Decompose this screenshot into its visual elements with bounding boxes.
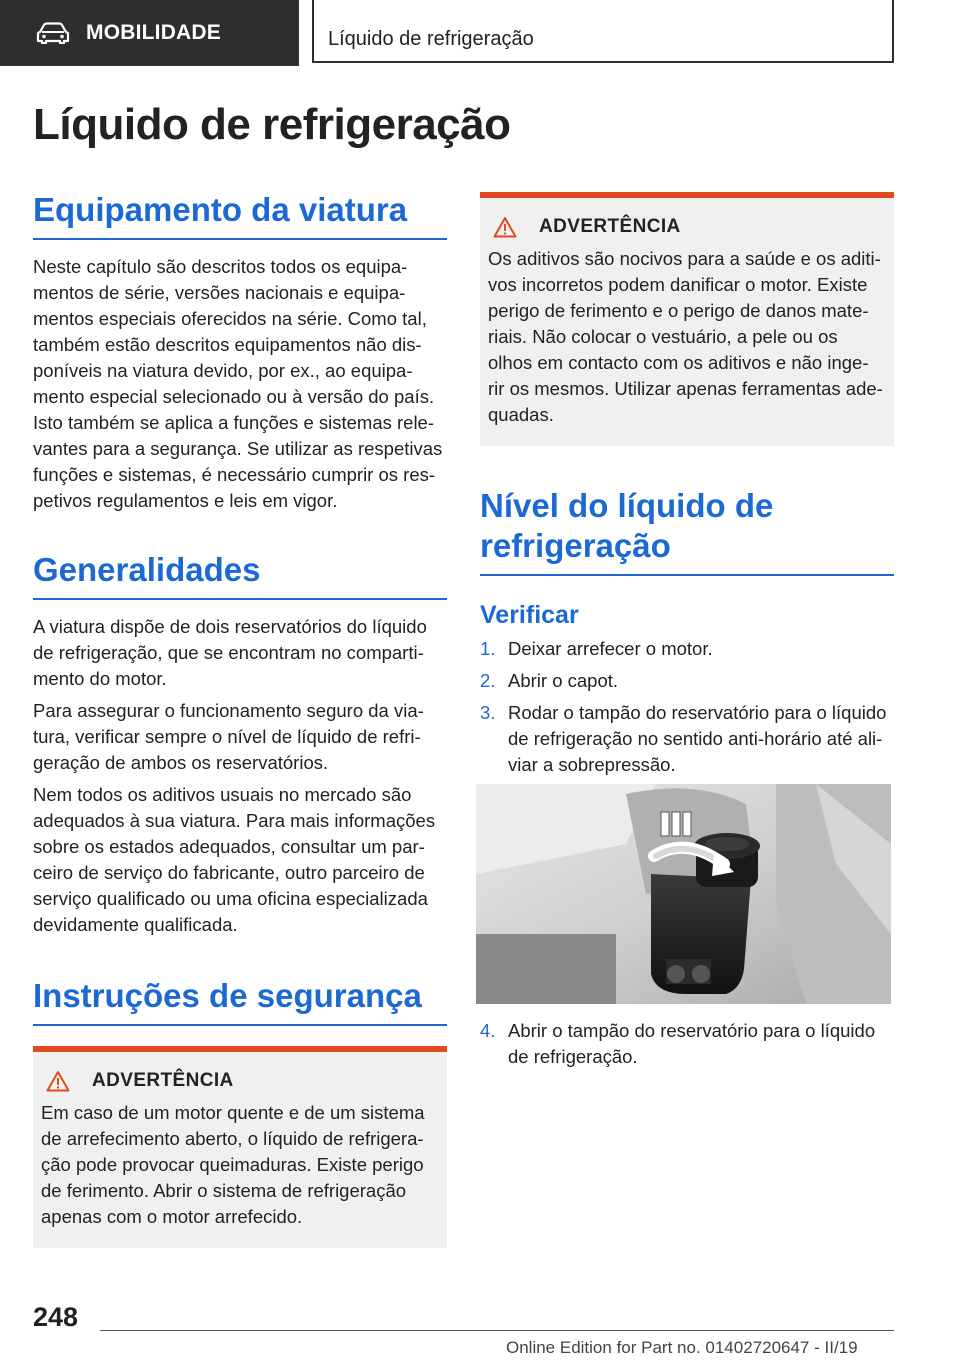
warning-box-burns <box>33 1046 447 1248</box>
text-line: devidamente qualificada. <box>33 914 238 935</box>
step-number: 3. <box>480 702 496 723</box>
warning-triangle-icon <box>493 216 517 238</box>
text-line: Neste capítulo são descritos todos os equipa- <box>33 256 408 277</box>
text-line: de arrefecimento aberto, o líquido de refrigera- <box>41 1128 424 1149</box>
text-line: funções e sistemas, é necessário cumprir os res- <box>33 464 436 485</box>
text-line: Os aditivos são nocivos para a saúde e os aditi- <box>488 248 881 269</box>
text-line: Para assegurar o funcionamento seguro da via- <box>33 700 424 721</box>
text-line: mentos especiais oferecidos na série. Como tal, <box>33 308 427 329</box>
warning-label: ADVERTÊNCIA <box>539 216 681 237</box>
text-line: Isto também se aplica a funções e sistemas rele- <box>33 412 435 433</box>
step-text <box>508 1018 894 1070</box>
section-tab <box>0 0 299 66</box>
header-title: Líquido de refrigeração <box>328 28 534 50</box>
text-line: mento do motor. <box>33 668 167 689</box>
page-header <box>0 0 960 66</box>
text-line: de refrigeração. <box>508 1046 638 1067</box>
text-line: de refrigeração no sentido anti-horário até ali- <box>508 728 883 749</box>
text-line: Em caso de um motor quente e de um sistema <box>41 1102 425 1123</box>
text-line: mento especial selecionado ou à versão do país. <box>33 386 435 407</box>
warning-triangle-icon <box>46 1070 70 1092</box>
general-paragraph-1 <box>33 614 447 692</box>
equipment-heading: Equipamento da viatura <box>33 190 447 240</box>
page-number: 248 <box>33 1302 79 1332</box>
text-line: A viatura dispõe de dois reservatórios do líquido <box>33 616 427 637</box>
text-line: petivos regulamentos e leis em vigor. <box>33 490 338 511</box>
text-line: sobre os estados adequados, consultar um par- <box>33 836 425 857</box>
coolant-level-heading <box>480 486 894 576</box>
text-line: serviço qualificado ou uma oficina especializada <box>33 888 428 909</box>
safety-heading: Instruções de segurança <box>33 976 447 1026</box>
edition-note: Online Edition for Part no. 01402720647 - II/19 <box>506 1338 858 1357</box>
heading-line: refrigeração <box>480 527 671 564</box>
step-text: Abrir o capot. <box>508 670 619 691</box>
step-number: 1. <box>480 638 496 659</box>
left-column <box>33 190 447 1248</box>
step-item <box>480 1018 894 1070</box>
footer-divider <box>100 1330 894 1331</box>
text-line: também estão descritos equipamentos não dis- <box>33 334 422 355</box>
text-line: mentos de série, versões nacionais e equipa- <box>33 282 406 303</box>
page-title: Líquido de refrigeração <box>33 100 511 149</box>
text-line: adequados à sua viatura. Para mais informações <box>33 810 436 831</box>
step-number: 2. <box>480 670 496 691</box>
step-text: Deixar arrefecer o motor. <box>508 638 713 659</box>
warning-text <box>41 1100 439 1230</box>
section-label: MOBILIDADE <box>86 21 221 44</box>
text-line: Rodar o tampão do reservatório para o líquido <box>508 702 887 723</box>
step-item <box>480 700 894 778</box>
step-4-block <box>480 1018 894 1070</box>
right-column <box>480 192 894 778</box>
text-line: vos incorretos podem danificar o motor. Existe <box>488 274 868 295</box>
step-item <box>480 636 894 662</box>
text-line: viar a sobrepressão. <box>508 754 676 775</box>
warning-header <box>493 216 886 238</box>
text-line: olhos em contacto com os aditivos e não inge- <box>488 352 869 373</box>
general-heading: Generalidades <box>33 550 447 600</box>
text-line: ção pode provocar queimaduras. Existe perigo <box>41 1154 424 1175</box>
warning-box-additives <box>480 192 894 446</box>
text-line: vantes para a segurança. Se utilizar as respetivas <box>33 438 443 459</box>
car-icon <box>36 22 70 44</box>
heading-line: Nível do líquido de <box>480 487 774 524</box>
text-line: perigo de ferimento e o perigo de danos mate- <box>488 300 869 321</box>
text-line: tura, verificar sempre o nível de líquido de refri- <box>33 726 421 747</box>
warning-text <box>488 246 886 428</box>
reservoir-illustration <box>476 784 891 1004</box>
text-line: Nem todos os aditivos usuais no mercado são <box>33 784 412 805</box>
text-line: apenas com o motor arrefecido. <box>41 1206 303 1227</box>
text-line: quadas. <box>488 404 554 425</box>
coolant-reservoir-photo <box>476 784 891 1004</box>
header-title-box <box>312 0 894 63</box>
check-heading: Verificar <box>480 601 579 629</box>
step-item <box>480 668 894 694</box>
general-paragraph-2 <box>33 698 447 776</box>
text-line: riais. Não colocar o vestuário, a pele ou os <box>488 326 838 347</box>
general-paragraph-3 <box>33 782 447 938</box>
text-line: de ferimento. Abrir o sistema de refrigeração <box>41 1180 407 1201</box>
warning-header <box>46 1070 439 1092</box>
check-steps <box>480 636 894 778</box>
text-line: de refrigeração, que se encontram no comparti- <box>33 642 424 663</box>
text-line: Abrir o tampão do reservatório para o líquido <box>508 1020 876 1041</box>
text-line: ceiro de serviço do fabricante, outro parceiro de <box>33 862 425 883</box>
text-line: geração de ambos os reservatórios. <box>33 752 329 773</box>
warning-label: ADVERTÊNCIA <box>92 1070 234 1091</box>
step-text <box>508 700 894 778</box>
text-line: rir os mesmos. Utilizar apenas ferramentas ade- <box>488 378 883 399</box>
step-number: 4. <box>480 1020 496 1041</box>
text-line: poníveis na viatura devido, por ex., ao equipa- <box>33 360 413 381</box>
equipment-paragraph <box>33 254 447 514</box>
